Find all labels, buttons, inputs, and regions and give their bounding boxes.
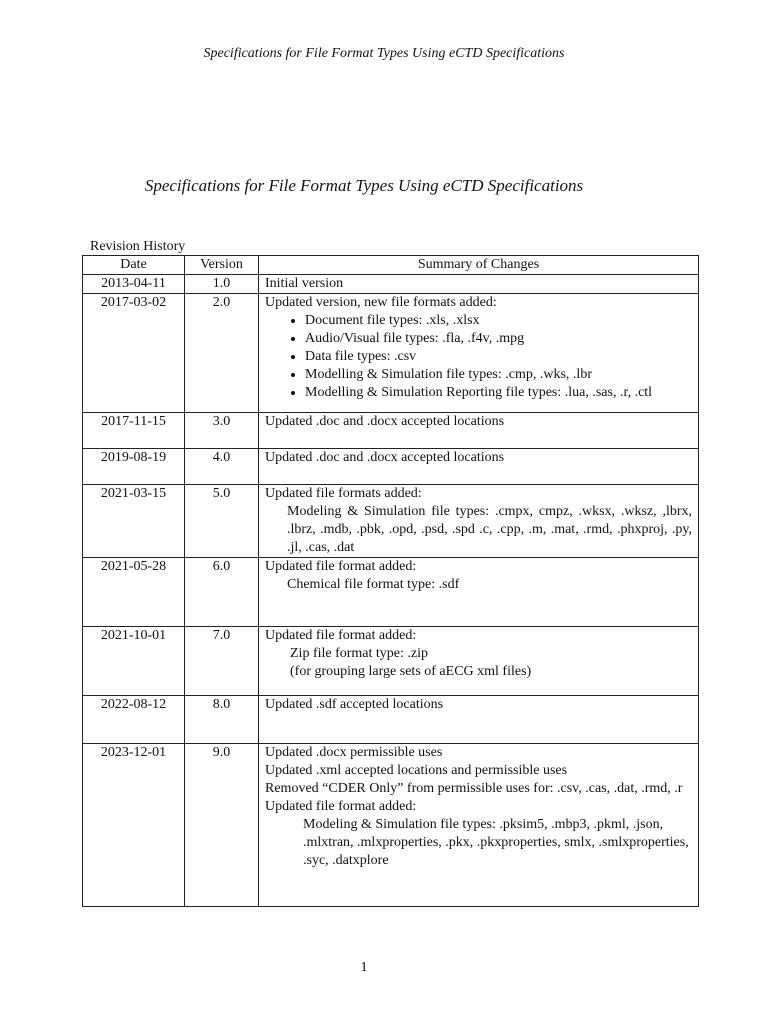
- summary-line: Initial version: [265, 276, 344, 291]
- row-summary: [259, 696, 699, 744]
- table-row: [83, 275, 699, 294]
- row-summary: [259, 294, 699, 413]
- row-version: 5.0: [185, 485, 259, 558]
- row-version: 4.0: [185, 449, 259, 485]
- summary-line: Updated .sdf accepted locations: [265, 697, 444, 712]
- row-version: 6.0: [185, 558, 259, 627]
- table-caption: Revision History: [90, 239, 186, 254]
- summary-line: Updated version, new file formats added:: [265, 295, 497, 310]
- summary-indented-text: Modeling & Simulation file types: .pksim5, .mbp3, .pkml, .json, .mlxtran, .mlxproperties, .pkx, .pkxproperties, smlx, .smlxproperties, .syc, .datxplore: [303, 817, 689, 868]
- summary-indented-line: (for grouping large sets of aECG xml files): [290, 664, 532, 679]
- table-row: [83, 413, 699, 449]
- row-summary: [259, 558, 699, 627]
- row-date: 2017-11-15: [83, 413, 185, 449]
- summary-line: Removed “CDER Only” from permissible uses for: .csv, .cas, .dat, .rmd, .r: [265, 781, 683, 796]
- row-summary: [259, 449, 699, 485]
- table-row: [83, 449, 699, 485]
- page-number: 1: [360, 960, 368, 975]
- summary-line: Updated .xml accepted locations and permissible uses: [265, 763, 568, 778]
- table-row: [83, 627, 699, 696]
- revision-history-table: [82, 255, 699, 907]
- row-summary: [259, 275, 699, 294]
- row-summary: [259, 413, 699, 449]
- bullet-item: • Modelling & Simulation file types: .cmp, .wks, .lbr: [305, 366, 692, 384]
- summary-line: Updated .doc and .docx accepted locations: [265, 414, 505, 429]
- summary-line: Updated .docx permissible uses: [265, 745, 443, 760]
- summary-indented-line: Zip file format type: .zip: [290, 646, 429, 661]
- row-version: 7.0: [185, 627, 259, 696]
- row-date: 2017-03-02: [83, 294, 185, 413]
- summary-line: Updated file format added:: [265, 628, 417, 643]
- summary-indented-text: Modeling & Simulation file types: .cmpx, cmpz, .wksx, .wksz, ,lbrx, .lbrz, .mdb, .pbk, .opd, .psd, .spd .c, .cpp, .m, .mat, .rmd, .phxproj, .py, .jl, .cas, .dat: [287, 504, 692, 555]
- row-summary: [259, 627, 699, 696]
- row-date: 2022-08-12: [83, 696, 185, 744]
- row-version: 2.0: [185, 294, 259, 413]
- row-date: 2023-12-01: [83, 744, 185, 907]
- bullet-item: • Data file types: .csv: [305, 348, 692, 366]
- row-date: 2019-08-19: [83, 449, 185, 485]
- row-summary: [259, 485, 699, 558]
- document-title: Specifications for File Format Types Using eCTD Specifications: [144, 176, 584, 195]
- row-date: 2021-03-15: [83, 485, 185, 558]
- row-summary: [259, 744, 699, 907]
- row-date: 2021-10-01: [83, 627, 185, 696]
- bullet-item: • Audio/Visual file types: .fla, .f4v, .mpg: [305, 330, 692, 348]
- bullet-item: • Modelling & Simulation Reporting file types: .lua, .sas, .r, .ctl: [305, 384, 692, 402]
- table-row: [83, 485, 699, 558]
- row-date: 2013-04-11: [83, 275, 185, 294]
- summary-line: Updated .doc and .docx accepted locations: [265, 450, 505, 465]
- summary-line: Updated file formats added:: [265, 486, 422, 501]
- row-version: 3.0: [185, 413, 259, 449]
- summary-indented-text: Chemical file format type: .sdf: [287, 577, 460, 592]
- summary-line: Updated file format added:: [265, 559, 417, 574]
- bullet-item: • Document file types: .xls, .xlsx: [305, 312, 692, 330]
- column-header-version: Version: [185, 256, 259, 275]
- table-row: [83, 744, 699, 907]
- summary-line: Updated file format added:: [265, 799, 417, 814]
- table-row: [83, 294, 699, 413]
- running-header: Specifications for File Format Types Using eCTD Specifications: [203, 46, 565, 61]
- column-header-summary: Summary of Changes: [259, 256, 699, 275]
- table-row: [83, 696, 699, 744]
- column-header-date: Date: [83, 256, 185, 275]
- row-version: 8.0: [185, 696, 259, 744]
- row-version: 1.0: [185, 275, 259, 294]
- summary-bullet-list: [265, 312, 692, 402]
- row-version: 9.0: [185, 744, 259, 907]
- row-date: 2021-05-28: [83, 558, 185, 627]
- table-header-row: [83, 256, 699, 275]
- table-row: [83, 558, 699, 627]
